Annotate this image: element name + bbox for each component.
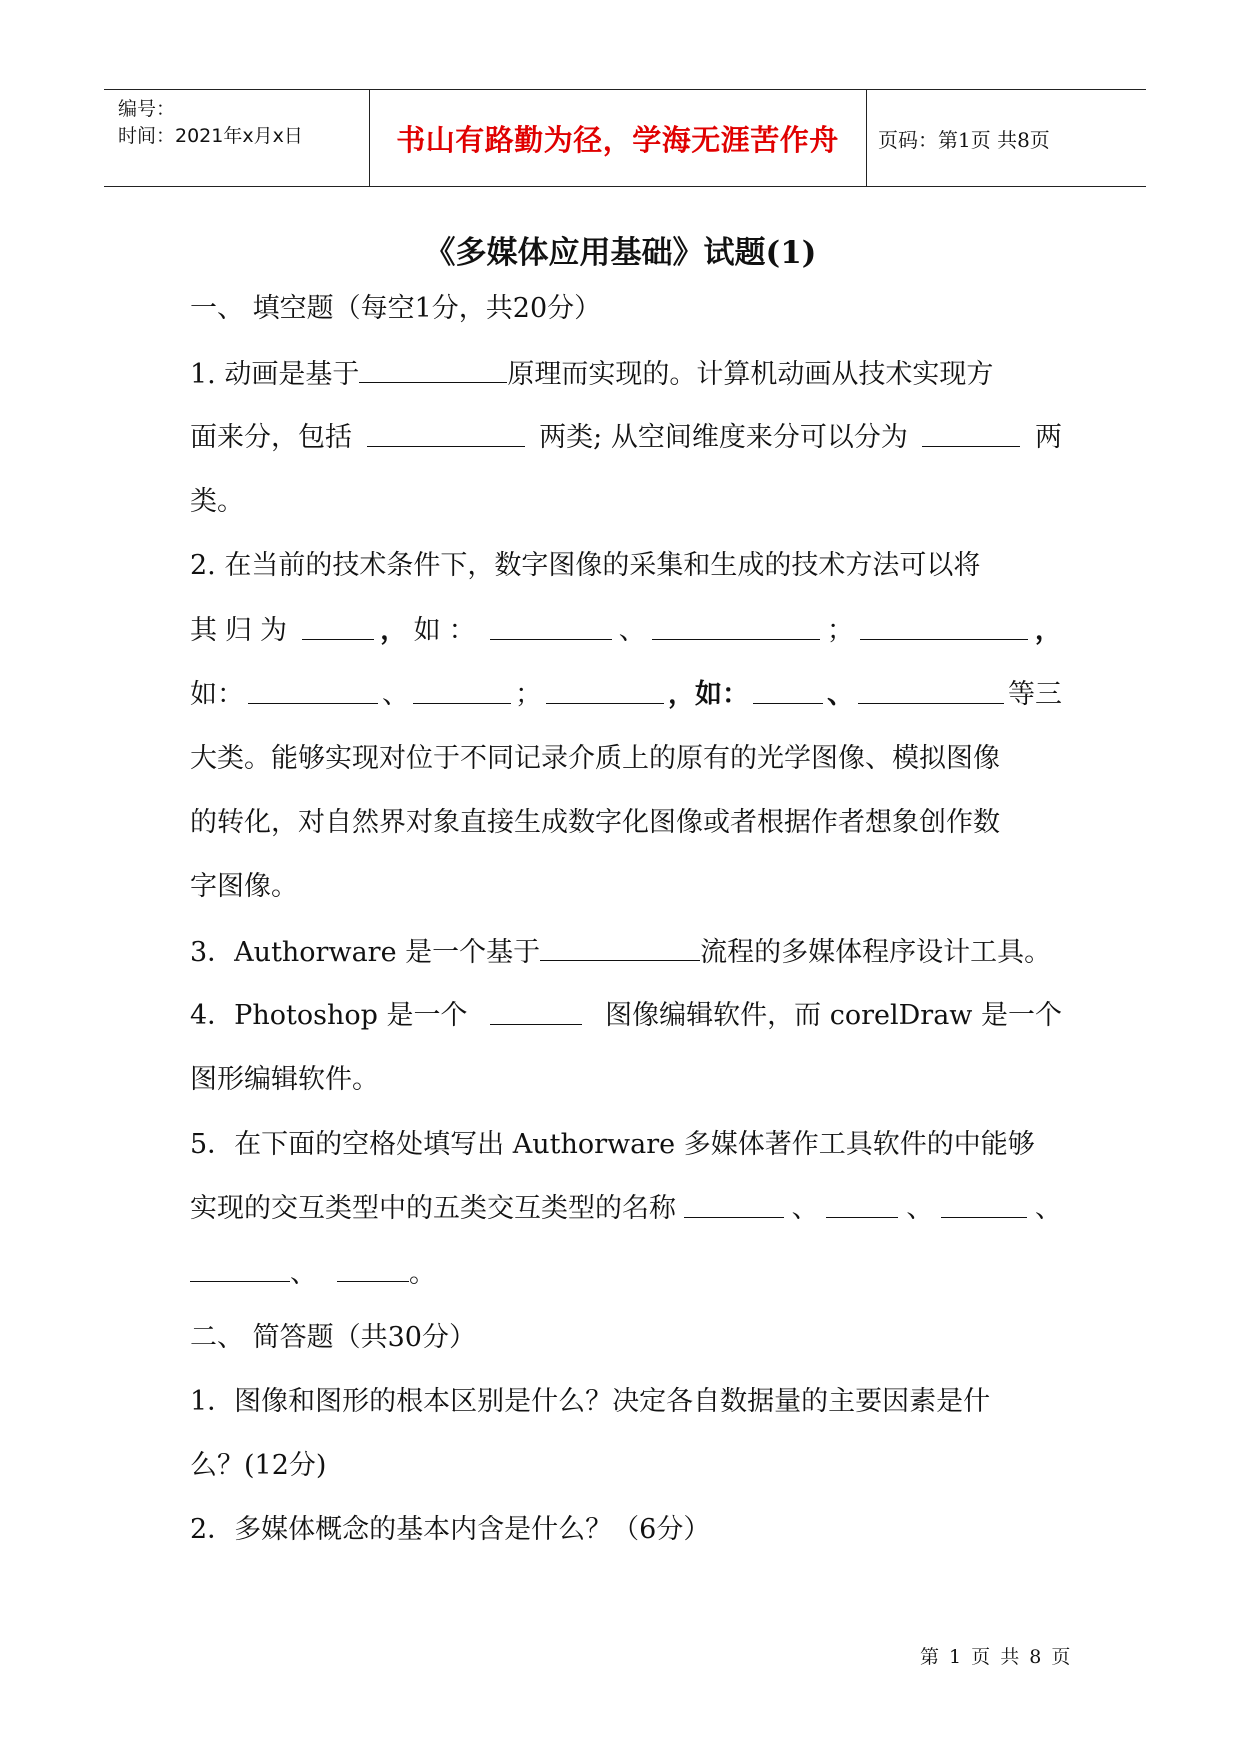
q2-text-p4: 、 xyxy=(618,615,646,646)
q5-blank-1[interactable] xyxy=(684,1191,784,1218)
q1-blank-1[interactable] xyxy=(359,356,507,383)
q2-line5: 的转化，对自然界对象直接生成数字化图像或者根据作者想象创作数 xyxy=(190,807,1000,838)
s2-q2-line: 2．多媒体概念的基本内含是什么？（6分） xyxy=(190,1514,711,1545)
q2-blank-2[interactable] xyxy=(490,613,612,640)
q2-blank-6[interactable] xyxy=(413,677,511,704)
q4-blank-1[interactable] xyxy=(490,998,582,1025)
q5-end: 。 xyxy=(409,1258,436,1289)
q1-line1 xyxy=(190,356,1062,393)
q1-text-e: 两 xyxy=(1035,422,1062,453)
q2-text-p12: 等三 xyxy=(1008,679,1062,710)
q1-text-d: 两类; 从空间维度来分可以分为 xyxy=(539,422,908,453)
q5-sep-2: 、 xyxy=(906,1193,934,1224)
page-footer: 第 1 页 共 8 页 xyxy=(920,1646,1073,1668)
q4-text-a: 4．Photoshop 是一个 xyxy=(190,1000,468,1031)
number-label: 编号： xyxy=(118,98,176,120)
q4-line1 xyxy=(190,998,1062,1034)
q3-line xyxy=(190,934,1062,971)
q2-line3 xyxy=(190,677,1062,713)
q2-text-p1: 其归为 xyxy=(190,615,295,646)
header-table xyxy=(104,89,1146,187)
q2-text-p3: 如： xyxy=(413,615,484,646)
q1-text-a: 1. 动画是基于 xyxy=(190,359,360,390)
q2-text-p9: ； xyxy=(515,679,542,710)
q5-blank-4[interactable] xyxy=(190,1255,290,1282)
q2-blank-9[interactable] xyxy=(858,677,1004,704)
q2-text-p5: ； xyxy=(826,615,854,646)
q5-blank-3[interactable] xyxy=(941,1191,1027,1218)
q2-text-p2: ， xyxy=(380,615,408,646)
q1-line3: 类。 xyxy=(190,486,244,517)
q5-line1: 5．在下面的空格处填写出 Authorware 多媒体著作工具软件的中能够 xyxy=(190,1129,1035,1160)
section2-heading: 二、 简答题（共30分） xyxy=(190,1322,476,1353)
q2-text-p10: ，如： xyxy=(668,679,749,710)
header-left-cell xyxy=(104,90,370,186)
q1-text-b: 原理而实现的。计算机动画从技术实现方 xyxy=(507,359,994,390)
q1-blank-2[interactable] xyxy=(367,420,525,447)
q4-line2: 图形编辑软件。 xyxy=(190,1064,379,1095)
q5-sep-1: 、 xyxy=(791,1193,819,1224)
q5-line2 xyxy=(190,1191,1062,1227)
motto: 书山有路勤为径，学海无涯苦作舟 xyxy=(396,123,839,157)
q5-blank-5[interactable] xyxy=(337,1255,409,1282)
q2-text-p7: 如： xyxy=(190,679,244,710)
q3-text-b: 流程的多媒体程序设计工具。 xyxy=(700,937,1052,968)
q2-text-p6: ， xyxy=(1034,615,1062,646)
s2-q1-line1: 1．图像和图形的根本区别是什么？决定各自数据量的主要因素是什 xyxy=(190,1386,991,1417)
q5-sep-4: 、 xyxy=(290,1258,317,1289)
q2-text-p11: 、 xyxy=(827,679,854,710)
time-label: 时间：2021年x月x日 xyxy=(118,125,303,147)
q5-text-a: 实现的交互类型中的五类交互类型的名称 xyxy=(190,1193,676,1224)
q1-blank-3[interactable] xyxy=(922,420,1020,447)
q3-text-a: 3．Authorware 是一个基于 xyxy=(190,937,541,968)
q5-blank-2[interactable] xyxy=(826,1191,898,1218)
header-right-cell xyxy=(866,90,1146,186)
q3-blank-1[interactable] xyxy=(540,934,700,961)
section1-heading: 一、 填空题（每空1分，共20分） xyxy=(190,293,602,324)
q5-line3 xyxy=(190,1255,1062,1292)
q2-blank-4[interactable] xyxy=(860,613,1028,640)
q2-blank-8[interactable] xyxy=(753,677,823,704)
document-title: 《多媒体应用基础》试题(1) xyxy=(424,235,817,271)
s2-q1-line2: 么？(12分) xyxy=(190,1450,327,1481)
q5-sep-3: 、 xyxy=(1034,1193,1062,1224)
q2-blank-7[interactable] xyxy=(546,677,664,704)
q2-line4: 大类。能够实现对位于不同记录介质上的原有的光学图像、模拟图像 xyxy=(190,743,1000,774)
q2-line6: 字图像。 xyxy=(190,871,298,902)
page-code: 页码：第1页 共8页 xyxy=(878,128,1050,152)
q2-blank-1[interactable] xyxy=(302,613,374,640)
q2-text-p8: 、 xyxy=(382,679,409,710)
header-middle-cell xyxy=(369,90,867,186)
q1-text-c: 面来分，包括 xyxy=(190,422,352,453)
q2-line1: 2. 在当前的技术条件下，数字图像的采集和生成的技术方法可以将 xyxy=(190,550,981,581)
q1-line2 xyxy=(190,420,1062,456)
q4-text-b: 图像编辑软件，而 corelDraw 是一个 xyxy=(605,1000,1062,1031)
q2-blank-5[interactable] xyxy=(248,677,378,704)
q2-blank-3[interactable] xyxy=(652,613,820,640)
q2-line2 xyxy=(190,613,1062,649)
